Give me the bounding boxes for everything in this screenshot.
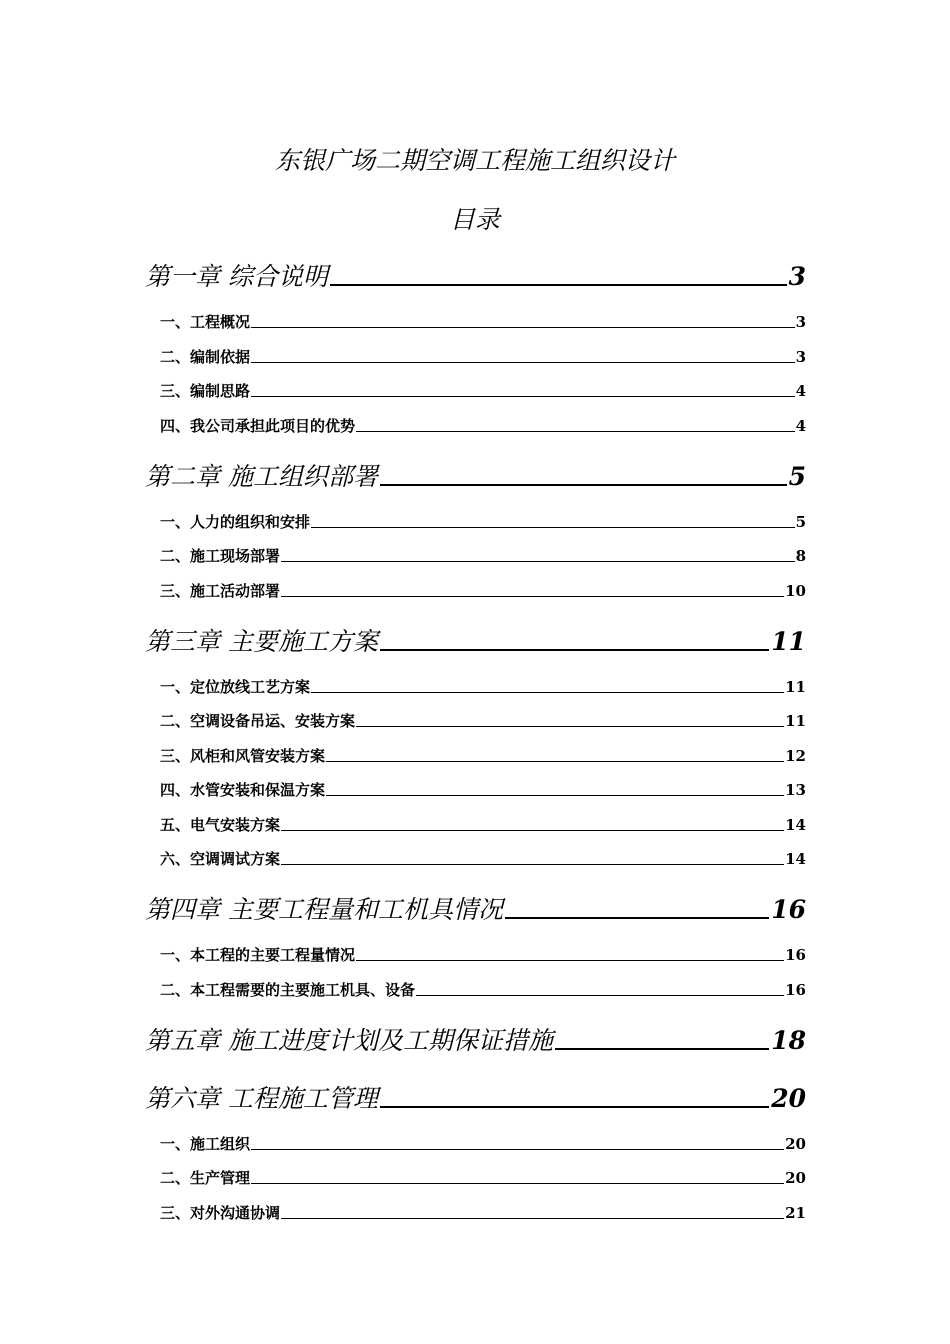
toc-section-3-5[interactable] xyxy=(160,815,806,835)
page-number: 20 xyxy=(771,1083,806,1113)
leader-line xyxy=(281,830,784,831)
page-number: 20 xyxy=(785,1169,806,1187)
leader-line xyxy=(356,960,784,961)
leader-line xyxy=(281,864,784,865)
page-number: 11 xyxy=(785,712,806,730)
chapter-title: 第一章 综合说明 xyxy=(145,262,328,291)
page-number: 14 xyxy=(785,815,806,834)
page-number: 3 xyxy=(788,262,806,291)
leader-line xyxy=(311,692,784,693)
page-number: 16 xyxy=(785,980,806,999)
toc-section-1-3[interactable] xyxy=(160,381,806,401)
leader-line xyxy=(251,327,795,328)
toc-section-3-6[interactable] xyxy=(160,849,806,869)
toc-section-6-1[interactable] xyxy=(160,1134,806,1154)
section-title: 二、空调设备吊运、安装方案 xyxy=(160,712,356,730)
toc-chapter-3[interactable] xyxy=(145,627,806,657)
page-number: 4 xyxy=(795,416,806,435)
leader-line xyxy=(555,1048,769,1050)
chapter-title: 第五章 施工进度计划及工期保证措施 xyxy=(145,1025,553,1055)
page-number: 11 xyxy=(785,677,806,696)
toc-chapter-6[interactable] xyxy=(145,1084,806,1114)
page-number: 4 xyxy=(795,382,806,400)
section-title: 一、本工程的主要工程量情况 xyxy=(160,946,356,964)
toc-section-1-2[interactable] xyxy=(160,347,806,367)
leader-line xyxy=(311,527,795,528)
section-title: 二、本工程需要的主要施工机具、设备 xyxy=(160,980,416,999)
toc-section-1-1[interactable] xyxy=(160,312,806,332)
section-title: 四、水管安装和保温方案 xyxy=(160,781,326,799)
chapter-title: 第六章 工程施工管理 xyxy=(145,1083,378,1113)
section-title: 一、人力的组织和安排 xyxy=(160,512,311,531)
page-number: 10 xyxy=(785,581,806,600)
section-title: 三、对外沟通协调 xyxy=(160,1203,281,1222)
chapter-title: 第二章 施工组织部署 xyxy=(145,461,378,491)
section-title: 五、电气安装方案 xyxy=(160,815,281,834)
toc-section-6-3[interactable] xyxy=(160,1203,806,1223)
page-number: 20 xyxy=(785,1134,806,1153)
toc-chapter-5[interactable] xyxy=(145,1026,806,1056)
leader-line xyxy=(251,396,795,397)
page-number: 8 xyxy=(795,547,806,565)
page-number: 3 xyxy=(795,347,806,366)
leader-line xyxy=(505,917,769,919)
page-number: 11 xyxy=(771,626,806,656)
section-title: 三、编制思路 xyxy=(160,382,251,400)
leader-line xyxy=(356,726,784,727)
toc-section-4-1[interactable] xyxy=(160,945,806,965)
section-title: 一、施工组织 xyxy=(160,1134,251,1153)
toc-section-3-3[interactable] xyxy=(160,746,806,766)
page-number: 21 xyxy=(785,1203,806,1222)
leader-line xyxy=(416,995,784,996)
section-title: 三、施工活动部署 xyxy=(160,581,281,600)
leader-line xyxy=(281,1218,784,1219)
toc-section-6-2[interactable] xyxy=(160,1168,806,1188)
toc-section-3-1[interactable] xyxy=(160,677,806,697)
toc-chapter-2[interactable] xyxy=(145,462,806,492)
toc-section-3-4[interactable] xyxy=(160,780,806,800)
page-number: 5 xyxy=(788,461,806,491)
toc-chapter-1[interactable] xyxy=(145,262,806,292)
page-number: 14 xyxy=(785,850,806,868)
section-title: 三、风柜和风管安装方案 xyxy=(160,746,326,765)
page-number: 13 xyxy=(785,781,806,799)
section-title: 六、空调调试方案 xyxy=(160,850,281,868)
page-number: 3 xyxy=(795,313,806,331)
toc-heading: 目录 xyxy=(449,205,500,234)
page-number: 16 xyxy=(771,895,806,924)
section-title: 四、我公司承担此项目的优势 xyxy=(160,416,356,435)
page-number: 12 xyxy=(785,746,806,765)
chapter-title: 第四章 主要工程量和工机具情况 xyxy=(145,895,503,924)
leader-line xyxy=(380,484,787,486)
toc-section-4-2[interactable] xyxy=(160,980,806,1000)
leader-line xyxy=(251,1183,784,1184)
leader-line xyxy=(281,561,795,562)
toc-section-1-4[interactable] xyxy=(160,416,806,436)
chapter-title: 第三章 主要施工方案 xyxy=(145,626,378,656)
leader-line xyxy=(251,1149,784,1150)
leader-line xyxy=(380,649,769,651)
toc-section-2-3[interactable] xyxy=(160,581,806,601)
leader-line xyxy=(251,362,795,363)
leader-line xyxy=(281,596,784,597)
leader-line xyxy=(356,431,795,432)
page-number: 18 xyxy=(771,1025,806,1055)
page-number: 5 xyxy=(795,512,806,531)
document-title: 东银广场二期空调工程施工组织设计 xyxy=(274,146,675,175)
toc-section-2-2[interactable] xyxy=(160,546,806,566)
toc-section-3-2[interactable] xyxy=(160,711,806,731)
leader-line xyxy=(380,1106,769,1108)
section-title: 二、生产管理 xyxy=(160,1169,251,1187)
section-title: 一、定位放线工艺方案 xyxy=(160,677,311,696)
leader-line xyxy=(326,795,784,796)
section-title: 二、施工现场部署 xyxy=(160,547,281,565)
section-title: 一、工程概况 xyxy=(160,313,251,331)
toc-section-2-1[interactable] xyxy=(160,512,806,532)
page-number: 16 xyxy=(785,946,806,964)
section-title: 二、编制依据 xyxy=(160,347,251,366)
toc-chapter-4[interactable] xyxy=(145,895,806,925)
leader-line xyxy=(326,761,784,762)
leader-line xyxy=(330,284,787,286)
